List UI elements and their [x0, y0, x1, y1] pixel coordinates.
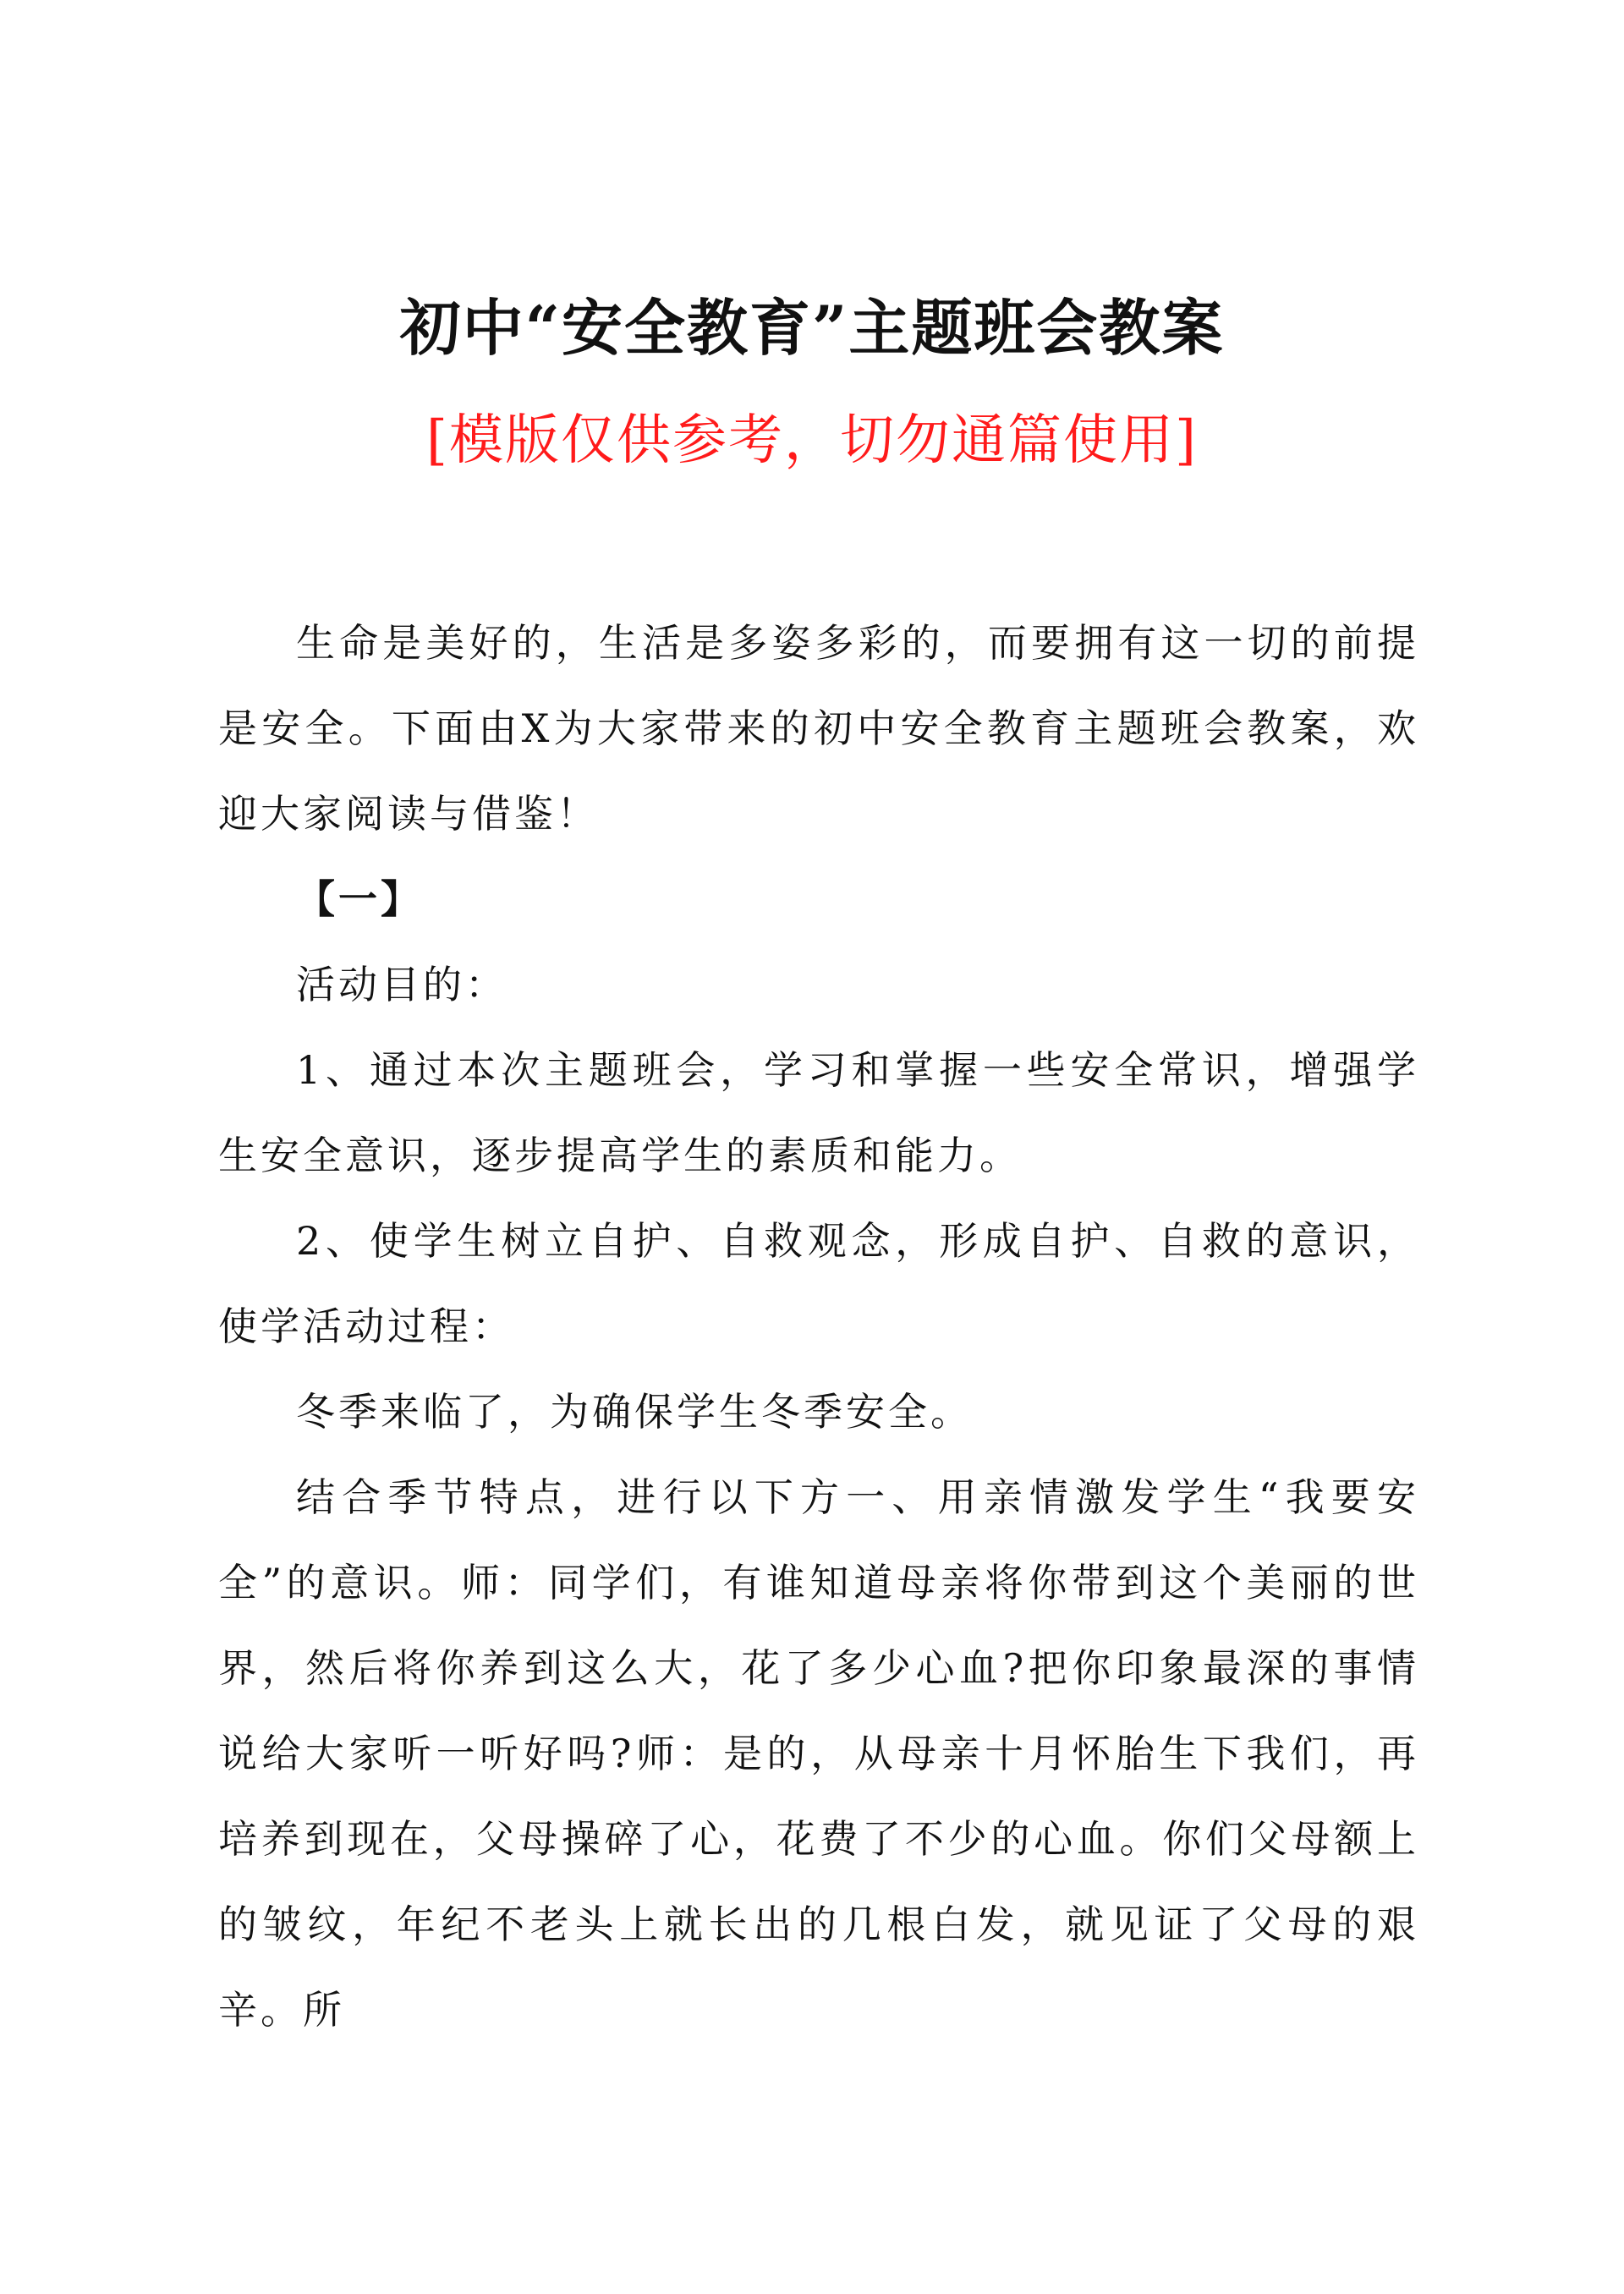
template-notice: [模版仅供参考，切勿通篇使用]	[426, 409, 1198, 472]
purpose-item-1: 1、通过本次主题班会，学习和掌握一些安全常识，增强学生安全意识，逐步提高学生的素质和能力。	[218, 1047, 1419, 1178]
purpose-item-2: 2、使学生树立自护、自救观念，形成自护、自救的意识，使学活动过程：	[218, 1218, 1419, 1349]
document-title: 初中“安全教育”主题班会教案	[399, 292, 1225, 364]
section-heading-1: 【一】	[296, 876, 423, 922]
activity-purpose-label: 活动目的：	[296, 962, 508, 1007]
body-paragraph: 结合季节特点，进行以下方一、用亲情激发学生“我要安全”的意识。师：同学们，有谁知道母亲将你带到这个美丽的世界，然后将你养到这么大，花了多少心血?把你印象最深的事情说给大家听一听好吗?师：是的，从母亲十月怀胎生下我们，再培养到现在，父母操碎了心，花费了不少的心血。你们父母额上的皱纹，年纪不老头上就长出的几根白发，就见证了父母的艰辛。所	[218, 1474, 1419, 2033]
body-paragraph: 冬季来临了，为确保学生冬季安全。	[296, 1389, 973, 1435]
intro-paragraph: 生命是美好的，生活是多姿多彩的，而要拥有这一切的前提是安全。下面由X为大家带来的初中安全教育主题班会教案，欢迎大家阅读与借鉴！	[218, 620, 1419, 837]
document-body	[218, 601, 1419, 2053]
